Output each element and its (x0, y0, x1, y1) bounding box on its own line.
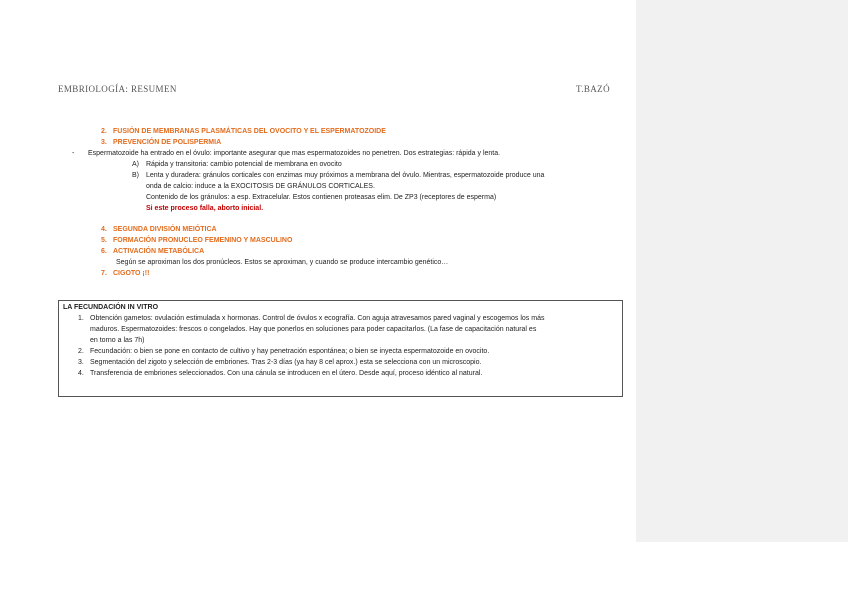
list-item-5: 5. FORMACIÓN PRONUCLEO FEMENINO Y MASCULINO (101, 237, 293, 244)
box-item-4: 4. Transferencia de embriones seleccionados. Con una cánula se introducen en el útero. Desde aquí, proceso idéntico al natural. (78, 370, 483, 377)
box-title: LA FECUNDACIÓN IN VITRO (63, 304, 159, 311)
box-item-1: 1. Obtención gametos: ovulación estimulada x hormonas. Control de óvulos x ecografía. Con aguja atravesamos pared vaginal y escogemos los más (78, 315, 545, 322)
list-item-2: 2. FUSIÓN DE MEMBRANAS PLASMÁTICAS DEL OVOCITO Y EL ESPERMATOZOIDE (101, 128, 386, 135)
box-item-1-line2: maduros. Espermatozoides: frescos o congelados. Hay que ponerlos en soluciones para poder capacitarlos. (La fase de capacitación natural es (90, 326, 537, 333)
warning-text: Si este proceso falla, aborto inicial. (146, 205, 264, 212)
list-item-3: 3. PREVENCIÓN DE POLISPERMIA (101, 139, 222, 146)
header-title: EMBRIOLOGÍA: RESUMEN (58, 84, 177, 94)
bullet-line: - Espermatozoide ha entrado en el óvulo: importante asegurar que mas espermatozoides no penetren. Dos estrategias: rápida y lenta. (72, 150, 501, 157)
sub-item-b: B) Lenta y duradera: gránulos corticales con enzimas muy próximos a membrana del óvulo. Mientras, espermatozoide produce una (132, 172, 545, 179)
box-item-3: 3. Segmentación del zigoto y selección de embriones. Tras 2-3 días (ya hay 8 cel aprox.) esta se selecciona con un microscopio. (78, 359, 482, 366)
sub-item-b-line2: onda de calcio: induce a la EXOCITOSIS DE GRÁNULOS CORTICALES. (146, 183, 375, 190)
list-item-7: 7. CIGOTO ¡!! (101, 270, 150, 277)
ivf-box (58, 300, 623, 397)
header-author: T.BAZÓ (576, 84, 610, 94)
list-item-6: 6. ACTIVACIÓN METABÓLICA (101, 248, 205, 255)
list-item-4: 4. SEGUNDA DIVISIÓN MEIÓTICA (101, 226, 217, 233)
sub-item-a: A) Rápida y transitoria: cambio potencial de membrana en ovocito (132, 161, 342, 168)
box-item-1-line3: en torno a las 7h) (90, 337, 145, 344)
box-item-2: 2. Fecundación: o bien se pone en contacto de cultivo y hay penetración espontánea; o bien se inyecta espermatozoide en ovocito. (78, 348, 490, 355)
list-item-6-text: Según se aproximan los dos pronúcleos. Estos se aproximan, y cuando se produce intercambio genético… (116, 259, 449, 266)
comment-pane (636, 0, 848, 542)
sub-item-b-line3: Contenido de los gránulos: a esp. Extracelular. Estos contienen proteasas elim. De ZP3 (receptores de esperma) (146, 194, 497, 201)
